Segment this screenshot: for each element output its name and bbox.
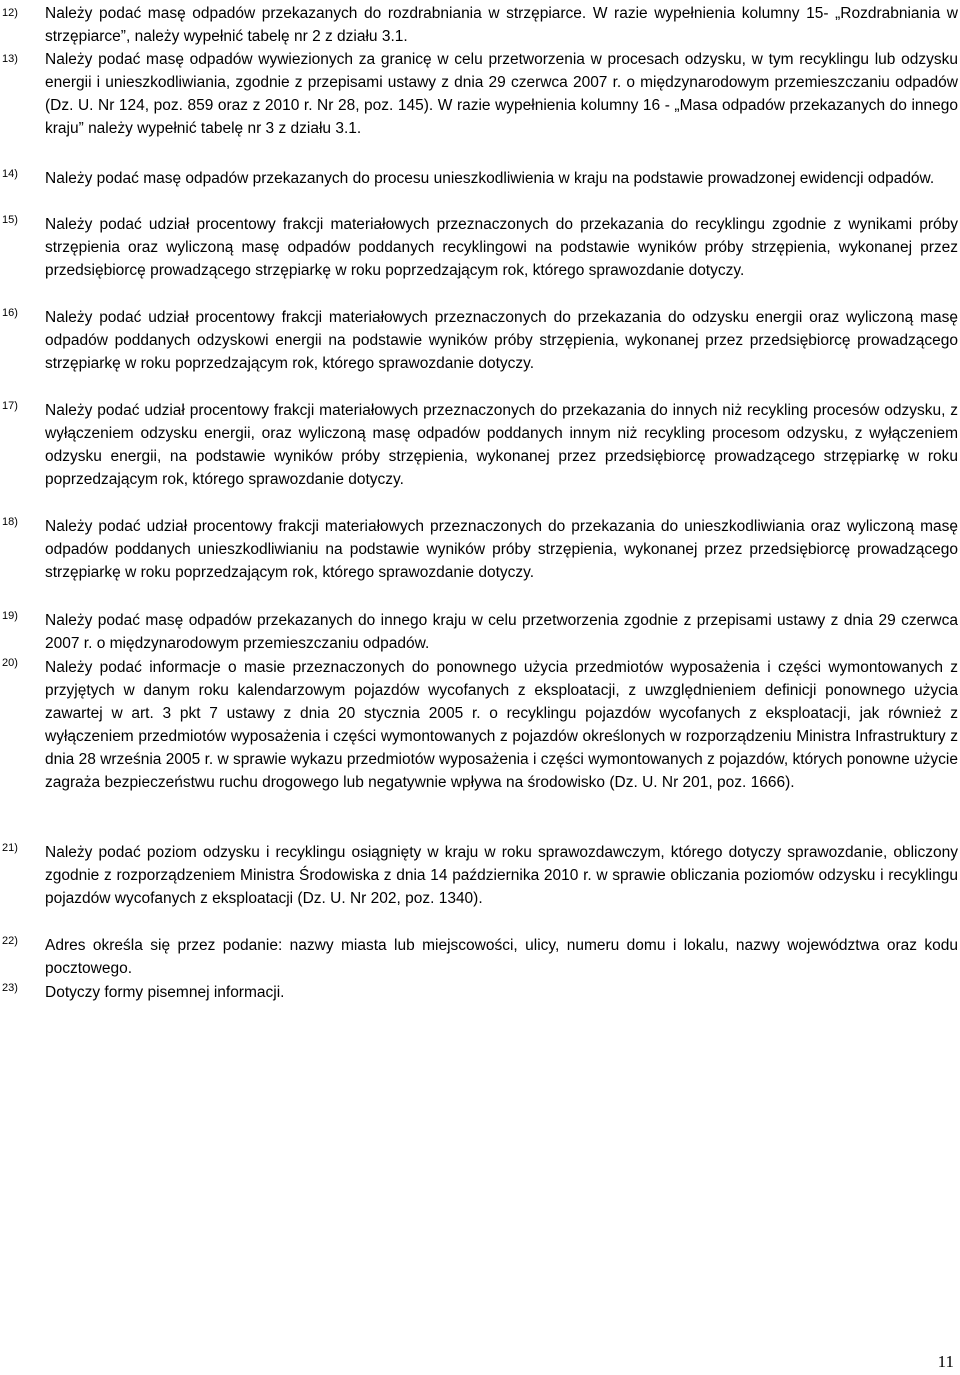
footnote-number: 12)	[2, 7, 18, 19]
page-number: 11	[937, 1352, 954, 1371]
footnote-number: 15)	[2, 214, 18, 226]
footnote-number: 17)	[2, 400, 18, 412]
footnote-text: Należy podać udział procentowy frakcji materiałowych przeznaczonych do przekazania do odzysku energii oraz wyliczoną masę odpadów poddanych odzyskowi energii na podstawie wyników próby strzępienia, wykonanej przez przedsiębiorcę prowadzącego strzępiarkę w roku poprzedzającym rok, którego sprawozdanie dotyczy.	[45, 309, 958, 372]
footnote-text: Należy podać udział procentowy frakcji materiałowych przeznaczonych do przekazania do innych niż recykling procesów odzysku, z wyłączeniem odzysku energii, oraz wyliczoną masę odpadów poddanych innym niż recykling procesom odzysku, z wyłączeniem odzysku energii, na podstawie wyników próby strzępienia, wykonanej przez przedsiębiorcę prowadzącego strzępiarkę w roku poprzedzającym rok, którego sprawozdanie dotyczy.	[45, 402, 958, 488]
footnote-text: Należy podać masę odpadów przekazanych do innego kraju w celu przetworzenia zgodnie z przepisami ustawy z dnia 29 czerwca 2007 r. o międzynarodowym przemieszczaniu odpadów.	[45, 612, 958, 652]
footnote-number: 20)	[2, 657, 18, 669]
footnote-text: Należy podać masę odpadów przekazanych do rozdrabniania w strzępiarce. W razie wypełnienia kolumny 15- „Rozdrabniania w strzępiarce”, należy wypełnić tabelę nr 2 z działu 3.1.	[45, 5, 958, 45]
footnote-number: 22)	[2, 935, 18, 947]
footnote-text: Należy podać masę odpadów wywiezionych za granicę w celu przetworzenia w procesach odzysku, w tym recyklingu lub odzysku energii i unieszkodliwiania, zgodnie z przepisami ustawy z dnia 29 czerwca 2007 r. o międzynarodowym przemieszczaniu odpadów (Dz. U. Nr 124, poz. 859 oraz z 2010 r. Nr 28, poz. 145). W razie wypełnienia kolumny 16 - „Masa odpadów przekazanych do innego kraju” należy wypełnić tabelę nr 3 z działu 3.1.	[45, 51, 958, 137]
footnote-text: Dotyczy formy pisemnej informacji.	[45, 984, 285, 1001]
footnote-text: Należy podać masę odpadów przekazanych do procesu unieszkodliwienia w kraju na podstawie prowadzonej ewidencji odpadów.	[45, 170, 935, 187]
footnote-number: 14)	[2, 168, 18, 180]
footnote-number: 18)	[2, 516, 18, 528]
footnote-text: Należy podać udział procentowy frakcji materiałowych przeznaczonych do przekazania do recyklingu zgodnie z wynikami próby strzępienia oraz wyliczoną masę odpadów poddanych recyklingowi na podstawie wyników próby strzępienia, wykonanej przez przedsiębiorcę prowadzącego strzępiarkę w roku poprzedzającym rok, którego sprawozdanie dotyczy.	[45, 216, 958, 279]
footnote-number: 23)	[2, 982, 18, 994]
footnote-number: 16)	[2, 307, 18, 319]
footnote-text: Należy podać informacje o masie przeznaczonych do ponownego użycia przedmiotów wyposażenia i części wymontowanych z przyjętych w danym roku kalendarzowym pojazdów wycofanych z eksploatacji, z uwzględnieniem definicji ponownego użycia zawartej w art. 3 pkt 7 ustawy z dnia 20 stycznia 2005 r. o recyklingu pojazdów wycofanych z eksploatacji, jak również z wyłączeniem przedmiotów wyposażenia i części wymontowanych z pojazdów określonych w rozporządzeniu Ministra Infrastruktury z dnia 28 września 2005 r. w sprawie wykazu przedmiotów wyposażenia i części wymontowanych z pojazdów, których ponowne użycie zagraża bezpieczeństwu ruchu drogowego lub negatywnie wpływa na środowisko (Dz. U. Nr 201, poz. 1666).	[45, 659, 958, 791]
footnote-number: 19)	[2, 610, 18, 622]
footnote-text: Należy podać udział procentowy frakcji materiałowych przeznaczonych do przekazania do unieszkodliwiania oraz wyliczoną masę odpadów poddanych unieszkodliwianiu na podstawie wyników próby strzępienia, wykonanej przez przedsiębiorcę prowadzącego strzępiarkę w roku poprzedzającym rok, którego sprawozdanie dotyczy.	[45, 518, 958, 581]
footnote-text: Należy podać poziom odzysku i recyklingu osiągnięty w kraju w roku sprawozdawczym, którego dotyczy sprawozdanie, obliczony zgodnie z rozporządzeniem Ministra Środowiska z dnia 14 października 2010 r. w sprawie obliczania poziomów odzysku i recyklingu pojazdów wycofanych z eksploatacji (Dz. U. Nr 202, poz. 1340).	[45, 844, 958, 907]
footnote-text: Adres określa się przez podanie: nazwy miasta lub miejscowości, ulicy, numeru domu i lokalu, nazwy województwa oraz kodu pocztowego.	[45, 937, 958, 977]
footnote-number: 13)	[2, 53, 18, 65]
footnote-number: 21)	[2, 842, 18, 854]
